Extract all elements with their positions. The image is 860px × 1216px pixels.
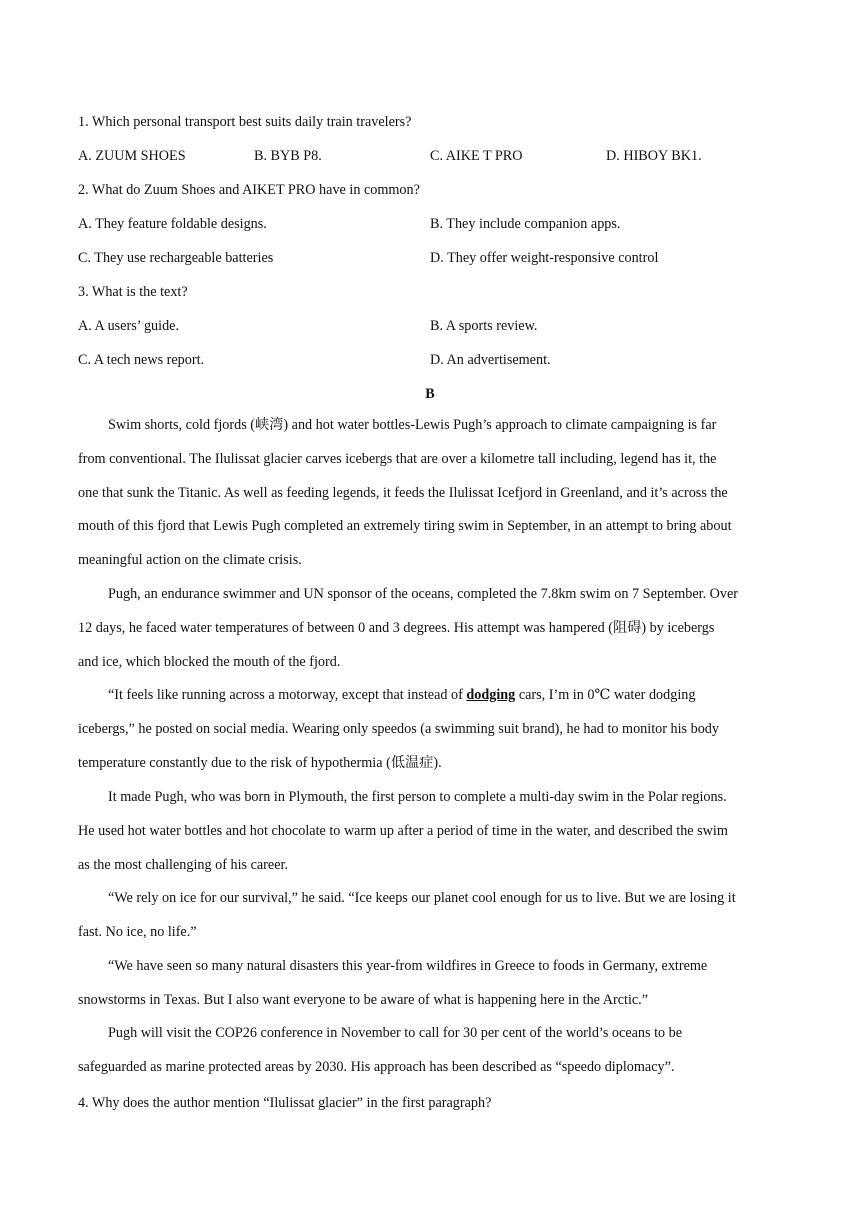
paragraph-line: 12 days, he faced water temperatures of between 0 and 3 degrees. His attempt was hampered (阻碍) by icebergs	[78, 619, 715, 636]
paragraph-line: Swim shorts, cold fjords (峡湾) and hot water bottles-Lewis Pugh’s approach to climate campaigning is far	[108, 417, 717, 433]
q2-option-a: A. They feature foldable designs.	[78, 216, 267, 232]
paragraph-line: “We rely on ice for our survival,” he said. “Ice keeps our planet cool enough for us to live. But we are losing it	[108, 890, 736, 906]
section-title: B	[425, 386, 435, 402]
paragraph-line: It made Pugh, who was born in Plymouth, the first person to complete a multi-day swim in the Polar regions.	[108, 789, 727, 805]
passage-paragraph-5	[78, 882, 784, 950]
q2-option-c: C. They use rechargeable batteries	[78, 250, 274, 266]
q3-option-c: C. A tech news report.	[78, 352, 205, 368]
paragraph-line: icebergs,” he posted on social media. Wearing only speedos (a swimming suit brand), he had to monitor his body	[78, 720, 719, 737]
q3-option-b: B. A sports review.	[430, 318, 538, 334]
q1-option-a: A. ZUUM SHOES	[78, 148, 186, 164]
passage-paragraph-4	[78, 781, 784, 882]
paragraph-line: snowstorms in Texas. But I also want everyone to be aware of what is happening here in the Arctic.”	[78, 991, 649, 1008]
paragraph-line: from conventional. The Ilulissat glacier carves icebergs that are over a kilometre tall including, legend has it, the	[78, 450, 717, 467]
quote-text-after: cars, I’m in 0℃ water dodging	[515, 687, 696, 703]
paragraph-line: Pugh, an endurance swimmer and UN sponsor of the oceans, completed the 7.8km swim on 7 September. Over	[108, 586, 739, 602]
passage-paragraph-1	[78, 409, 784, 578]
paragraph-line: He used hot water bottles and hot chocolate to warm up after a period of time in the water, and described the swim	[78, 822, 728, 839]
quote-text-before: “It feels like running across a motorway, except that instead of	[108, 687, 467, 703]
paragraph-line: temperature constantly due to the risk of hypothermia (低温症).	[78, 754, 442, 771]
passage-paragraph-3	[78, 679, 784, 780]
paragraph-line: as the most challenging of his career.	[78, 856, 288, 873]
paragraph-line: Pugh will visit the COP26 conference in November to call for 30 per cent of the world’s oceans to be	[108, 1025, 683, 1041]
q2-option-d: D. They offer weight-responsive control	[430, 250, 659, 266]
underlined-keyword: dodging	[466, 687, 516, 703]
paragraph-line: fast. No ice, no life.”	[78, 923, 197, 940]
question-4: 4. Why does the author mention “Ilulissat glacier” in the first paragraph?	[78, 1095, 492, 1111]
q1-option-d: D. HIBOY BK1.	[606, 148, 702, 164]
passage-paragraph-2	[78, 578, 784, 679]
passage-paragraph-6	[78, 950, 784, 1018]
q1-option-c: C. AIKE T PRO	[430, 148, 523, 164]
q3-option-a: A. A users’ guide.	[78, 318, 180, 334]
paragraph-line: one that sunk the Titanic. As well as feeding legends, it feeds the Ilulissat Icefjord in Greenland, and it’s across the	[78, 484, 728, 501]
paragraph-line: meaningful action on the climate crisis.	[78, 552, 302, 569]
question-3: 3. What is the text?	[78, 284, 188, 300]
paragraph-line	[78, 679, 784, 713]
question-2: 2. What do Zuum Shoes and AIKET PRO have in common?	[78, 182, 420, 198]
question-1: 1. Which personal transport best suits daily train travelers?	[78, 114, 412, 130]
paragraph-line: mouth of this fjord that Lewis Pugh completed an extremely tiring swim in September, in an attempt to bring about	[78, 518, 732, 535]
paragraph-line: safeguarded as marine protected areas by 2030. His approach has been described as “speedo diplomacy”.	[78, 1058, 675, 1075]
q2-option-b: B. They include companion apps.	[430, 216, 621, 232]
paragraph-line: “We have seen so many natural disasters this year-from wildfires in Greece to foods in Germany, extreme	[108, 958, 708, 974]
q1-option-b: B. BYB P8.	[254, 148, 322, 164]
paragraph-line: and ice, which blocked the mouth of the fjord.	[78, 653, 341, 670]
q3-option-d: D. An advertisement.	[430, 352, 551, 368]
passage-paragraph-7	[78, 1017, 784, 1085]
